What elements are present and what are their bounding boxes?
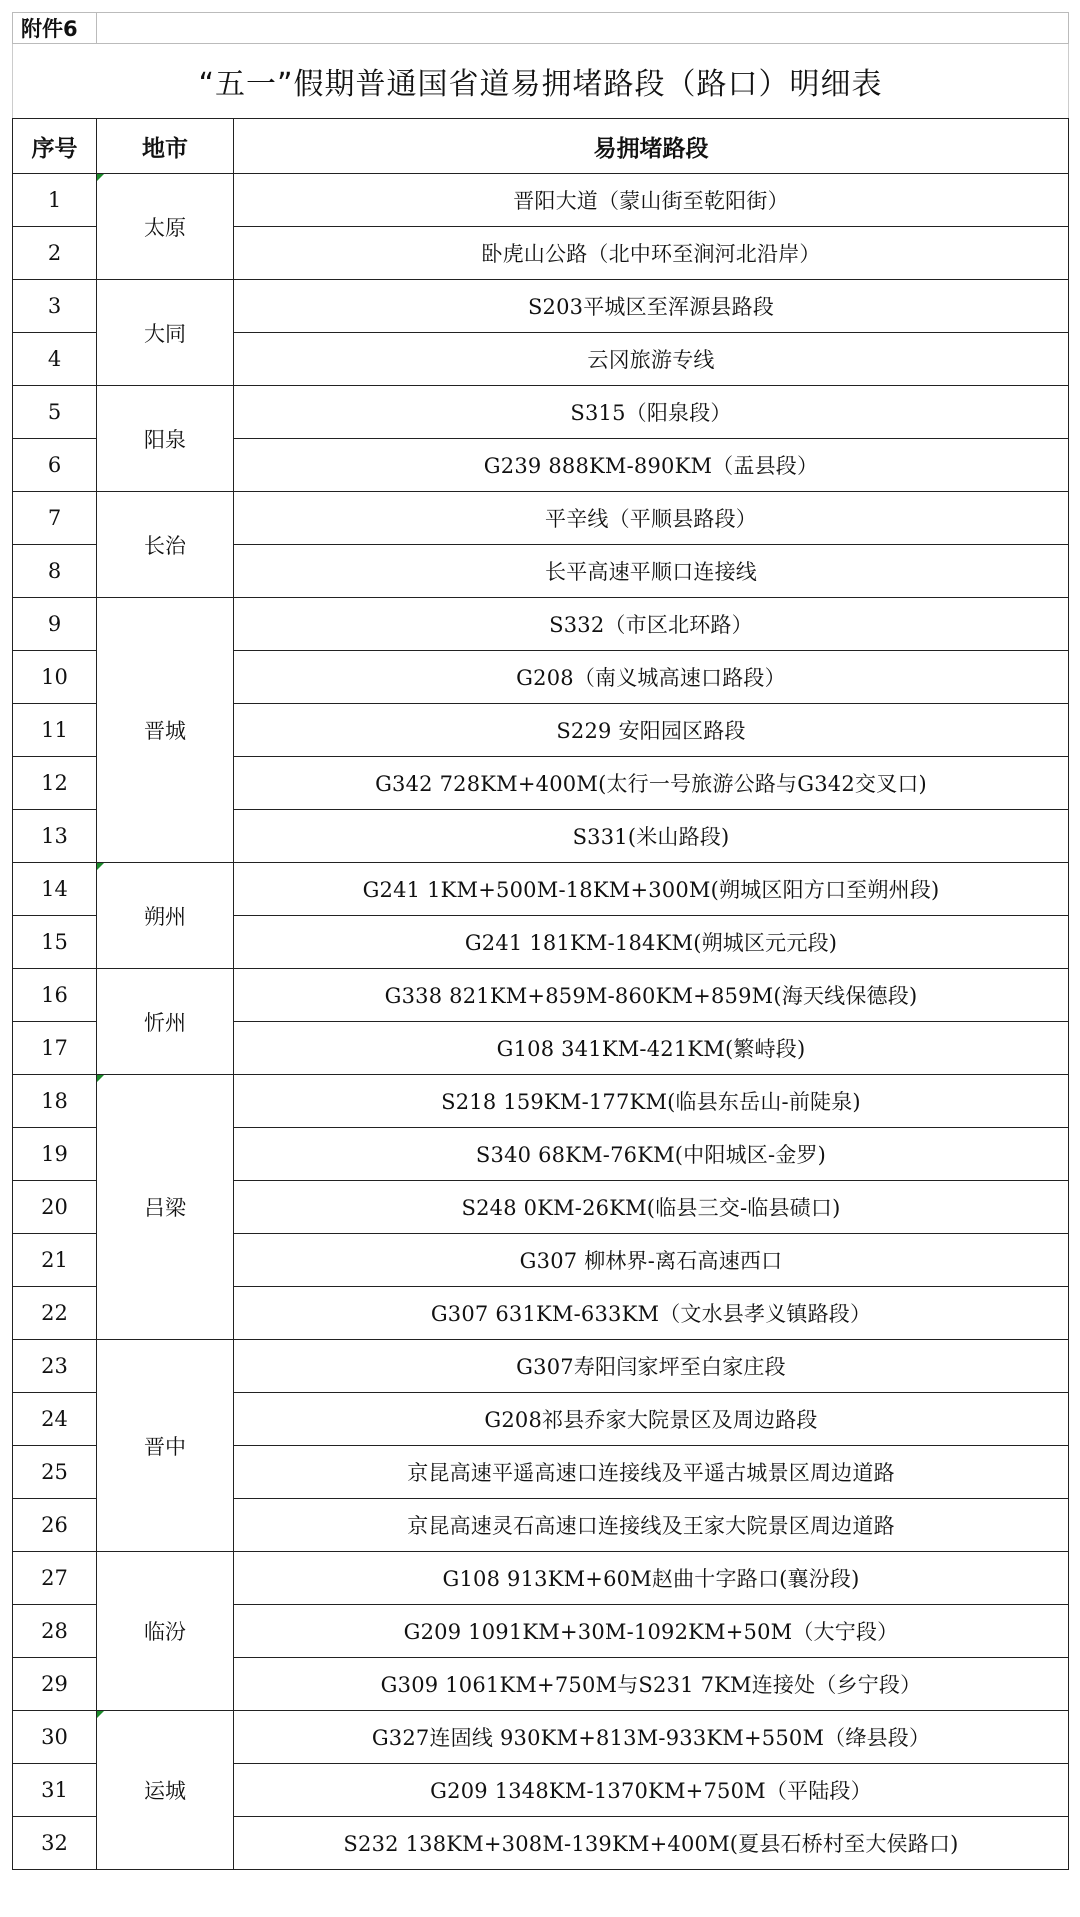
road-section: 卧虎山公路（北中环至涧河北沿岸） (234, 227, 1069, 280)
road-section: G209 1348KM-1370KM+750M（平陆段） (234, 1764, 1069, 1817)
road-section: S332（市区北环路） (234, 598, 1069, 651)
comment-marker-icon (97, 1711, 104, 1718)
road-section: 平辛线（平顺县路段） (234, 492, 1069, 545)
row-number: 29 (13, 1658, 97, 1711)
table-row (13, 1711, 1069, 1764)
road-section: 云冈旅游专线 (234, 333, 1069, 386)
header-row (13, 119, 1069, 174)
row-number: 25 (13, 1446, 97, 1499)
city-cell (97, 969, 234, 1075)
table-row (13, 1340, 1069, 1393)
annex-label: 附件6 (13, 13, 97, 44)
table-row (13, 863, 1069, 916)
row-number: 14 (13, 863, 97, 916)
table-title: “五一”假期普通国省道易拥堵路段（路口）明细表 (13, 44, 1069, 119)
comment-marker-icon (97, 174, 104, 181)
city-cell (97, 492, 234, 598)
header-city: 地市 (97, 119, 234, 174)
congestion-table (12, 12, 1069, 1870)
header-section: 易拥堵路段 (234, 119, 1069, 174)
row-number: 19 (13, 1128, 97, 1181)
row-number: 11 (13, 704, 97, 757)
row-number: 17 (13, 1022, 97, 1075)
city-cell (97, 386, 234, 492)
road-section: G342 728KM+400M(太行一号旅游公路与G342交叉口) (234, 757, 1069, 810)
row-number: 32 (13, 1817, 97, 1870)
road-section: G309 1061KM+750M与S231 7KM连接处（乡宁段） (234, 1658, 1069, 1711)
road-section: G307 柳林界-离石高速西口 (234, 1234, 1069, 1287)
row-number: 2 (13, 227, 97, 280)
road-section: G241 1KM+500M-18KM+300M(朔城区阳方口至朔州段) (234, 863, 1069, 916)
city-name: 大同 (144, 321, 186, 346)
row-number: 8 (13, 545, 97, 598)
road-section: S218 159KM-177KM(临县东岳山-前陡泉) (234, 1075, 1069, 1128)
city-cell (97, 1340, 234, 1552)
comment-marker-icon (97, 863, 104, 870)
row-number: 20 (13, 1181, 97, 1234)
table-row (13, 598, 1069, 651)
row-number: 28 (13, 1605, 97, 1658)
row-number: 10 (13, 651, 97, 704)
city-cell (97, 1552, 234, 1711)
road-section: G239 888KM-890KM（盂县段） (234, 439, 1069, 492)
road-section: S340 68KM-76KM(中阳城区-金罗) (234, 1128, 1069, 1181)
row-number: 3 (13, 280, 97, 333)
table-row (13, 492, 1069, 545)
row-number: 27 (13, 1552, 97, 1605)
table-row (13, 969, 1069, 1022)
city-name: 吕梁 (144, 1196, 186, 1220)
road-section: S232 138KM+308M-139KM+400M(夏县石桥村至大侯路口) (234, 1817, 1069, 1870)
annex-row (13, 13, 1069, 44)
title-row (13, 44, 1069, 119)
row-number: 15 (13, 916, 97, 969)
row-number: 21 (13, 1234, 97, 1287)
city-name: 朔州 (144, 904, 186, 929)
road-section: G307 631KM-633KM（文水县孝义镇路段） (234, 1287, 1069, 1340)
road-section: S331(米山路段) (234, 810, 1069, 863)
table-row (13, 280, 1069, 333)
city-name: 太原 (144, 215, 186, 240)
city-name: 阳泉 (144, 427, 186, 452)
row-number: 9 (13, 598, 97, 651)
comment-marker-icon (97, 1075, 104, 1082)
road-section: G338 821KM+859M-860KM+859M(海天线保德段) (234, 969, 1069, 1022)
road-section: S315（阳泉段） (234, 386, 1069, 439)
table-row (13, 1075, 1069, 1128)
city-cell (97, 1711, 234, 1870)
road-section: S248 0KM-26KM(临县三交-临县碛口) (234, 1181, 1069, 1234)
road-section: G108 913KM+60M赵曲十字路口(襄汾段) (234, 1552, 1069, 1605)
city-cell (97, 598, 234, 863)
road-section: G241 181KM-184KM(朔城区元元段) (234, 916, 1069, 969)
row-number: 1 (13, 174, 97, 227)
road-section: G209 1091KM+30M-1092KM+50M（大宁段） (234, 1605, 1069, 1658)
table-row (13, 1552, 1069, 1605)
city-name: 长治 (144, 533, 186, 558)
row-number: 30 (13, 1711, 97, 1764)
row-number: 12 (13, 757, 97, 810)
empty-cell (97, 13, 1069, 44)
row-number: 23 (13, 1340, 97, 1393)
row-number: 13 (13, 810, 97, 863)
city-cell (97, 280, 234, 386)
table-row (13, 174, 1069, 227)
row-number: 22 (13, 1287, 97, 1340)
row-number: 5 (13, 386, 97, 439)
row-number: 4 (13, 333, 97, 386)
row-number: 7 (13, 492, 97, 545)
city-name: 晋城 (144, 719, 186, 743)
road-section: G108 341KM-421KM(繁峙段) (234, 1022, 1069, 1075)
table-row (13, 386, 1069, 439)
city-name: 忻州 (144, 1010, 186, 1035)
row-number: 24 (13, 1393, 97, 1446)
road-section: G307寿阳闫家坪至白家庄段 (234, 1340, 1069, 1393)
road-section: G208祁县乔家大院景区及周边路段 (234, 1393, 1069, 1446)
road-section: S229 安阳园区路段 (234, 704, 1069, 757)
road-section: 长平高速平顺口连接线 (234, 545, 1069, 598)
city-name: 临汾 (144, 1620, 186, 1644)
spreadsheet (12, 12, 1068, 1870)
row-number: 6 (13, 439, 97, 492)
header-no: 序号 (13, 119, 97, 174)
city-cell (97, 1075, 234, 1340)
city-name: 晋中 (144, 1434, 186, 1459)
city-name: 运城 (144, 1779, 186, 1803)
city-cell (97, 174, 234, 280)
road-section: 京昆高速灵石高速口连接线及王家大院景区周边道路 (234, 1499, 1069, 1552)
row-number: 31 (13, 1764, 97, 1817)
row-number: 26 (13, 1499, 97, 1552)
city-cell (97, 863, 234, 969)
road-section: S203平城区至浑源县路段 (234, 280, 1069, 333)
road-section: G208（南义城高速口路段） (234, 651, 1069, 704)
row-number: 18 (13, 1075, 97, 1128)
road-section: G327连固线 930KM+813M-933KM+550M（绛县段） (234, 1711, 1069, 1764)
row-number: 16 (13, 969, 97, 1022)
road-section: 晋阳大道（蒙山街至乾阳街） (234, 174, 1069, 227)
road-section: 京昆高速平遥高速口连接线及平遥古城景区周边道路 (234, 1446, 1069, 1499)
